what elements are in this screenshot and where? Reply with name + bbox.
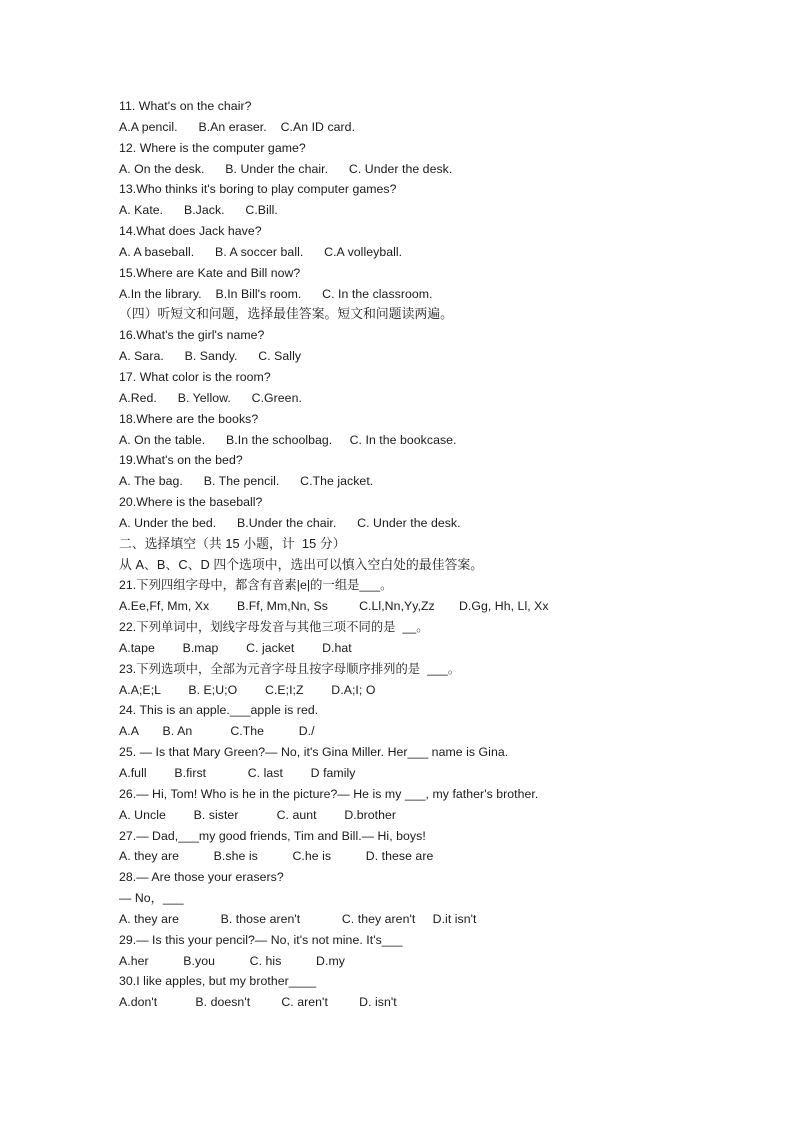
question-12: 12. Where is the computer game? [119, 140, 306, 155]
question-29: 29.— Is this your pencil?— No, it's not mine. It's___ [119, 932, 403, 947]
options-30: A.don't B. doesn't C. aren't D. isn't [119, 995, 397, 1010]
question-28-reply: — No，___ [119, 891, 184, 906]
section-4-heading: （四）听短文和问题，选择最佳答案。短文和问题读两遍。 [119, 306, 454, 322]
question-11: 11. What's on the chair? [119, 99, 252, 113]
options-12: A. On the desk. B. Under the chair. C. Under the desk. [119, 161, 453, 176]
question-18: 18.Where are the books? [119, 411, 259, 426]
question-25: 25. — Is that Mary Green?— No, it's Gina Miller. Her___ name is Gina. [119, 745, 509, 760]
question-19: 19.What's on the bed? [119, 453, 243, 468]
options-26: A. Uncle B. sister C. aunt D.brother [119, 807, 397, 822]
question-23: 23.下列选项中，全部为元音字母且按字母顺序排列的是 ___。 [119, 661, 461, 676]
question-22: 22.下列单词中，划线字母发音与其他三项不同的是 __。 [119, 620, 429, 635]
question-21: 21.下列四组字母中，都含有音素|e|的一组是___。 [119, 578, 393, 593]
options-25: A.full B.first C. last D family [119, 766, 356, 780]
options-24: A.A B. An C.The D./ [119, 724, 315, 739]
question-17: 17. What color is the room? [119, 369, 271, 384]
options-13: A. Kate. B.Jack. C.Bill. [119, 203, 278, 218]
options-16: A. Sara. B. Sandy. C. Sally [119, 349, 302, 364]
question-26: 26.— Hi, Tom! Who is he in the picture?— He is my ___, my father's brother. [119, 786, 539, 801]
options-27: A. they are B.she is C.he is D. these are [119, 849, 434, 864]
question-27: 27.— Dad,___my good friends, Tim and Bill.— Hi, boys! [119, 828, 426, 843]
options-18: A. On the table. B.In the schoolbag. C. In the bookcase. [119, 432, 457, 447]
question-16: 16.What's the girl's name? [119, 328, 265, 343]
question-list [119, 96, 739, 1013]
question-28: 28.— Are those your erasers? [119, 870, 284, 885]
part-2-heading: 二、选择填空（共 15 小题，计 15 分） [119, 535, 346, 551]
question-30: 30.I like apples, but my brother____ [119, 974, 317, 989]
options-21: A.Ee,Ff, Mm, Xx B.Ff, Mm,Nn, Ss C.Ll,Nn,Yy,Zz D.Gg, Hh, Ll, Xx [119, 599, 549, 614]
options-15: A.In the library. B.In Bill's room. C. In the classroom. [119, 286, 433, 301]
part-2-instructions: 从 A、B、C、D 四个选项中，选出可以慎入空白处的最佳答案。 [119, 556, 484, 572]
question-13: 13.Who thinks it's boring to play computer games? [119, 182, 397, 197]
question-20: 20.Where is the baseball? [119, 495, 263, 510]
question-14: 14.What does Jack have? [119, 224, 262, 239]
options-14: A. A baseball. B. A soccer ball. C.A volleyball. [119, 244, 403, 259]
options-28: A. they are B. those aren't C. they aren't D.it isn't [119, 911, 477, 926]
options-17: A.Red. B. Yellow. C.Green. [119, 390, 302, 405]
question-24: 24. This is an apple.___apple is red. [119, 703, 319, 718]
options-22: A.tape B.map C. jacket D.hat [119, 640, 352, 655]
options-11: A.A pencil. B.An eraser. C.An ID card. [119, 119, 356, 134]
question-15: 15.Where are Kate and Bill now? [119, 265, 301, 280]
options-20: A. Under the bed. B.Under the chair. C. Under the desk. [119, 515, 461, 530]
options-19: A. The bag. B. The pencil. C.The jacket. [119, 474, 374, 489]
options-23: A.A;E;L B. E;U;O C.E;I;Z D.A;I; O [119, 682, 376, 697]
options-29: A.her B.you C. his D.my [119, 953, 345, 968]
